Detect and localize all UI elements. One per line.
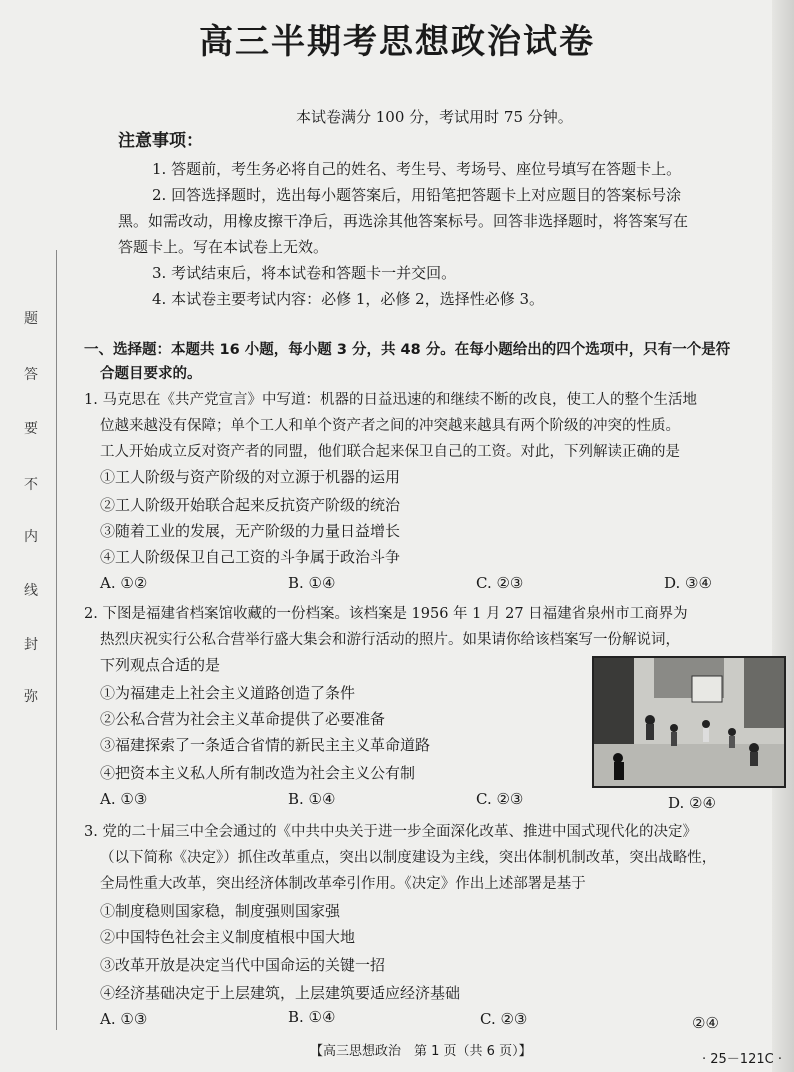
seal-char: 题 xyxy=(24,311,38,327)
seal-char: 答 xyxy=(24,367,38,383)
exam-subtitle: 本试卷满分 100 分，考试用时 75 分钟。 xyxy=(296,108,573,126)
archive-photo xyxy=(592,656,786,788)
question-stem: 位越来越没有保障；单个工人和单个资产者之间的冲突越来越具有两个阶级的冲突的性质。 xyxy=(100,418,680,434)
question-stem: （以下简称《决定》）抓住改革重点，突出以制度建设为主线，突出体制机制改革，突出战略性， xyxy=(100,850,717,866)
question-stem: 1. 马克思在《共产党宣言》中写道：机器的日益迅速的和继续不断的改良，使工人的整个生活地 xyxy=(84,392,697,408)
question-stem: 3. 党的二十届三中全会通过的《中共中央关于进一步全面深化改革、推进中国式现代化的决定》 xyxy=(84,824,697,840)
answer-option: ②④ xyxy=(692,1014,719,1032)
seal-char: 要 xyxy=(24,421,38,437)
question-item: ④工人阶级保卫自己工资的斗争属于政治斗争 xyxy=(100,548,401,566)
question-stem: 工人开始成立反对资产者的同盟，他们联合起来保卫自己的工资。对此，下列解读正确的是 xyxy=(100,444,680,460)
question-stem: 2. 下图是福建省档案馆收藏的一份档案。该档案是 1956 年 1 月 27 日福建省泉州市工商界为 xyxy=(84,606,688,622)
question-item: ②中国特色社会主义制度植根中国大地 xyxy=(100,928,356,946)
question-item: ④把资本主义私人所有制改造为社会主义公有制 xyxy=(100,764,416,782)
notice-heading: 注意事项： xyxy=(118,131,203,151)
answer-option: B. ①④ xyxy=(288,1008,336,1026)
question-item: ②工人阶级开始联合起来反抗资产阶级的统治 xyxy=(100,496,401,514)
notice-line: 1. 答题前，考生务必将自己的姓名、考生号、考场号、座位号填写在答题卡上。 xyxy=(152,160,682,178)
question-item: ①制度稳则国家稳，制度强则国家强 xyxy=(100,902,341,920)
question-stem: 全局性重大改革，突出经济体制改革牵引作用。《决定》作出上述部署是基于 xyxy=(100,876,586,892)
question-item: ④经济基础决定于上层建筑，上层建筑要适应经济基础 xyxy=(100,984,461,1002)
notice-line: 4. 本试卷主要考试内容：必修 1，必修 2，选择性必修 3。 xyxy=(152,290,545,308)
answer-option: C. ②③ xyxy=(476,574,524,592)
question-item: ③随着工业的发展，无产阶级的力量日益增长 xyxy=(100,522,401,540)
answer-option: D. ②④ xyxy=(668,794,716,812)
seal-char: 不 xyxy=(24,477,38,493)
seal-char: 封 xyxy=(24,637,38,653)
question-item: ①为福建走上社会主义道路创造了条件 xyxy=(100,684,356,702)
answer-option: A. ①② xyxy=(100,574,148,592)
exam-title: 高三半期考思想政治试卷 xyxy=(199,22,595,62)
question-item: ①工人阶级与资产阶级的对立源于机器的运用 xyxy=(100,468,401,486)
section-heading: 一、选择题：本题共 16 小题，每小题 3 分，共 48 分。在每小题给出的四个选项中，只有一个是符 xyxy=(84,342,731,358)
notice-line: 2. 回答选择题时，选出每小题答案后，用铅笔把答题卡上对应题目的答案标号涂 xyxy=(152,186,682,204)
answer-option: A. ①③ xyxy=(100,1010,148,1028)
question-item: ②公私合营为社会主义革命提供了必要准备 xyxy=(100,710,386,728)
answer-option: B. ①④ xyxy=(288,574,336,592)
seal-char: 弥 xyxy=(24,689,38,705)
answer-option: C. ②③ xyxy=(480,1010,528,1028)
seal-line xyxy=(56,250,57,1030)
page-edge-shadow xyxy=(772,0,794,1072)
question-item: ③福建探索了一条适合省情的新民主主义革命道路 xyxy=(100,736,431,754)
paper-code: · 25－121C · xyxy=(702,1052,782,1067)
notice-line: 黑。如需改动，用橡皮擦干净后，再选涂其他答案标号。回答非选择题时，将答案写在 xyxy=(118,212,689,230)
seal-char: 内 xyxy=(24,529,38,545)
page-footer: 【高三思想政治 第 1 页（共 6 页）】 xyxy=(310,1044,532,1059)
notice-line: 3. 考试结束后，将本试卷和答题卡一并交回。 xyxy=(152,264,457,282)
answer-option: D. ③④ xyxy=(664,574,712,592)
notice-line: 答题卡上。写在本试卷上无效。 xyxy=(118,238,329,256)
section-heading: 合题目要求的。 xyxy=(100,366,202,382)
parade-photo-illustration xyxy=(594,658,784,786)
seal-char: 线 xyxy=(24,583,38,599)
question-stem: 下列观点合适的是 xyxy=(100,656,221,674)
answer-option: A. ①③ xyxy=(100,790,148,808)
question-item: ③改革开放是决定当代中国命运的关键一招 xyxy=(100,956,386,974)
question-stem: 热烈庆祝实行公私合营举行盛大集会和游行活动的照片。如果请你给该档案写一份解说词， xyxy=(100,632,680,648)
answer-option: B. ①④ xyxy=(288,790,336,808)
answer-option: C. ②③ xyxy=(476,790,524,808)
